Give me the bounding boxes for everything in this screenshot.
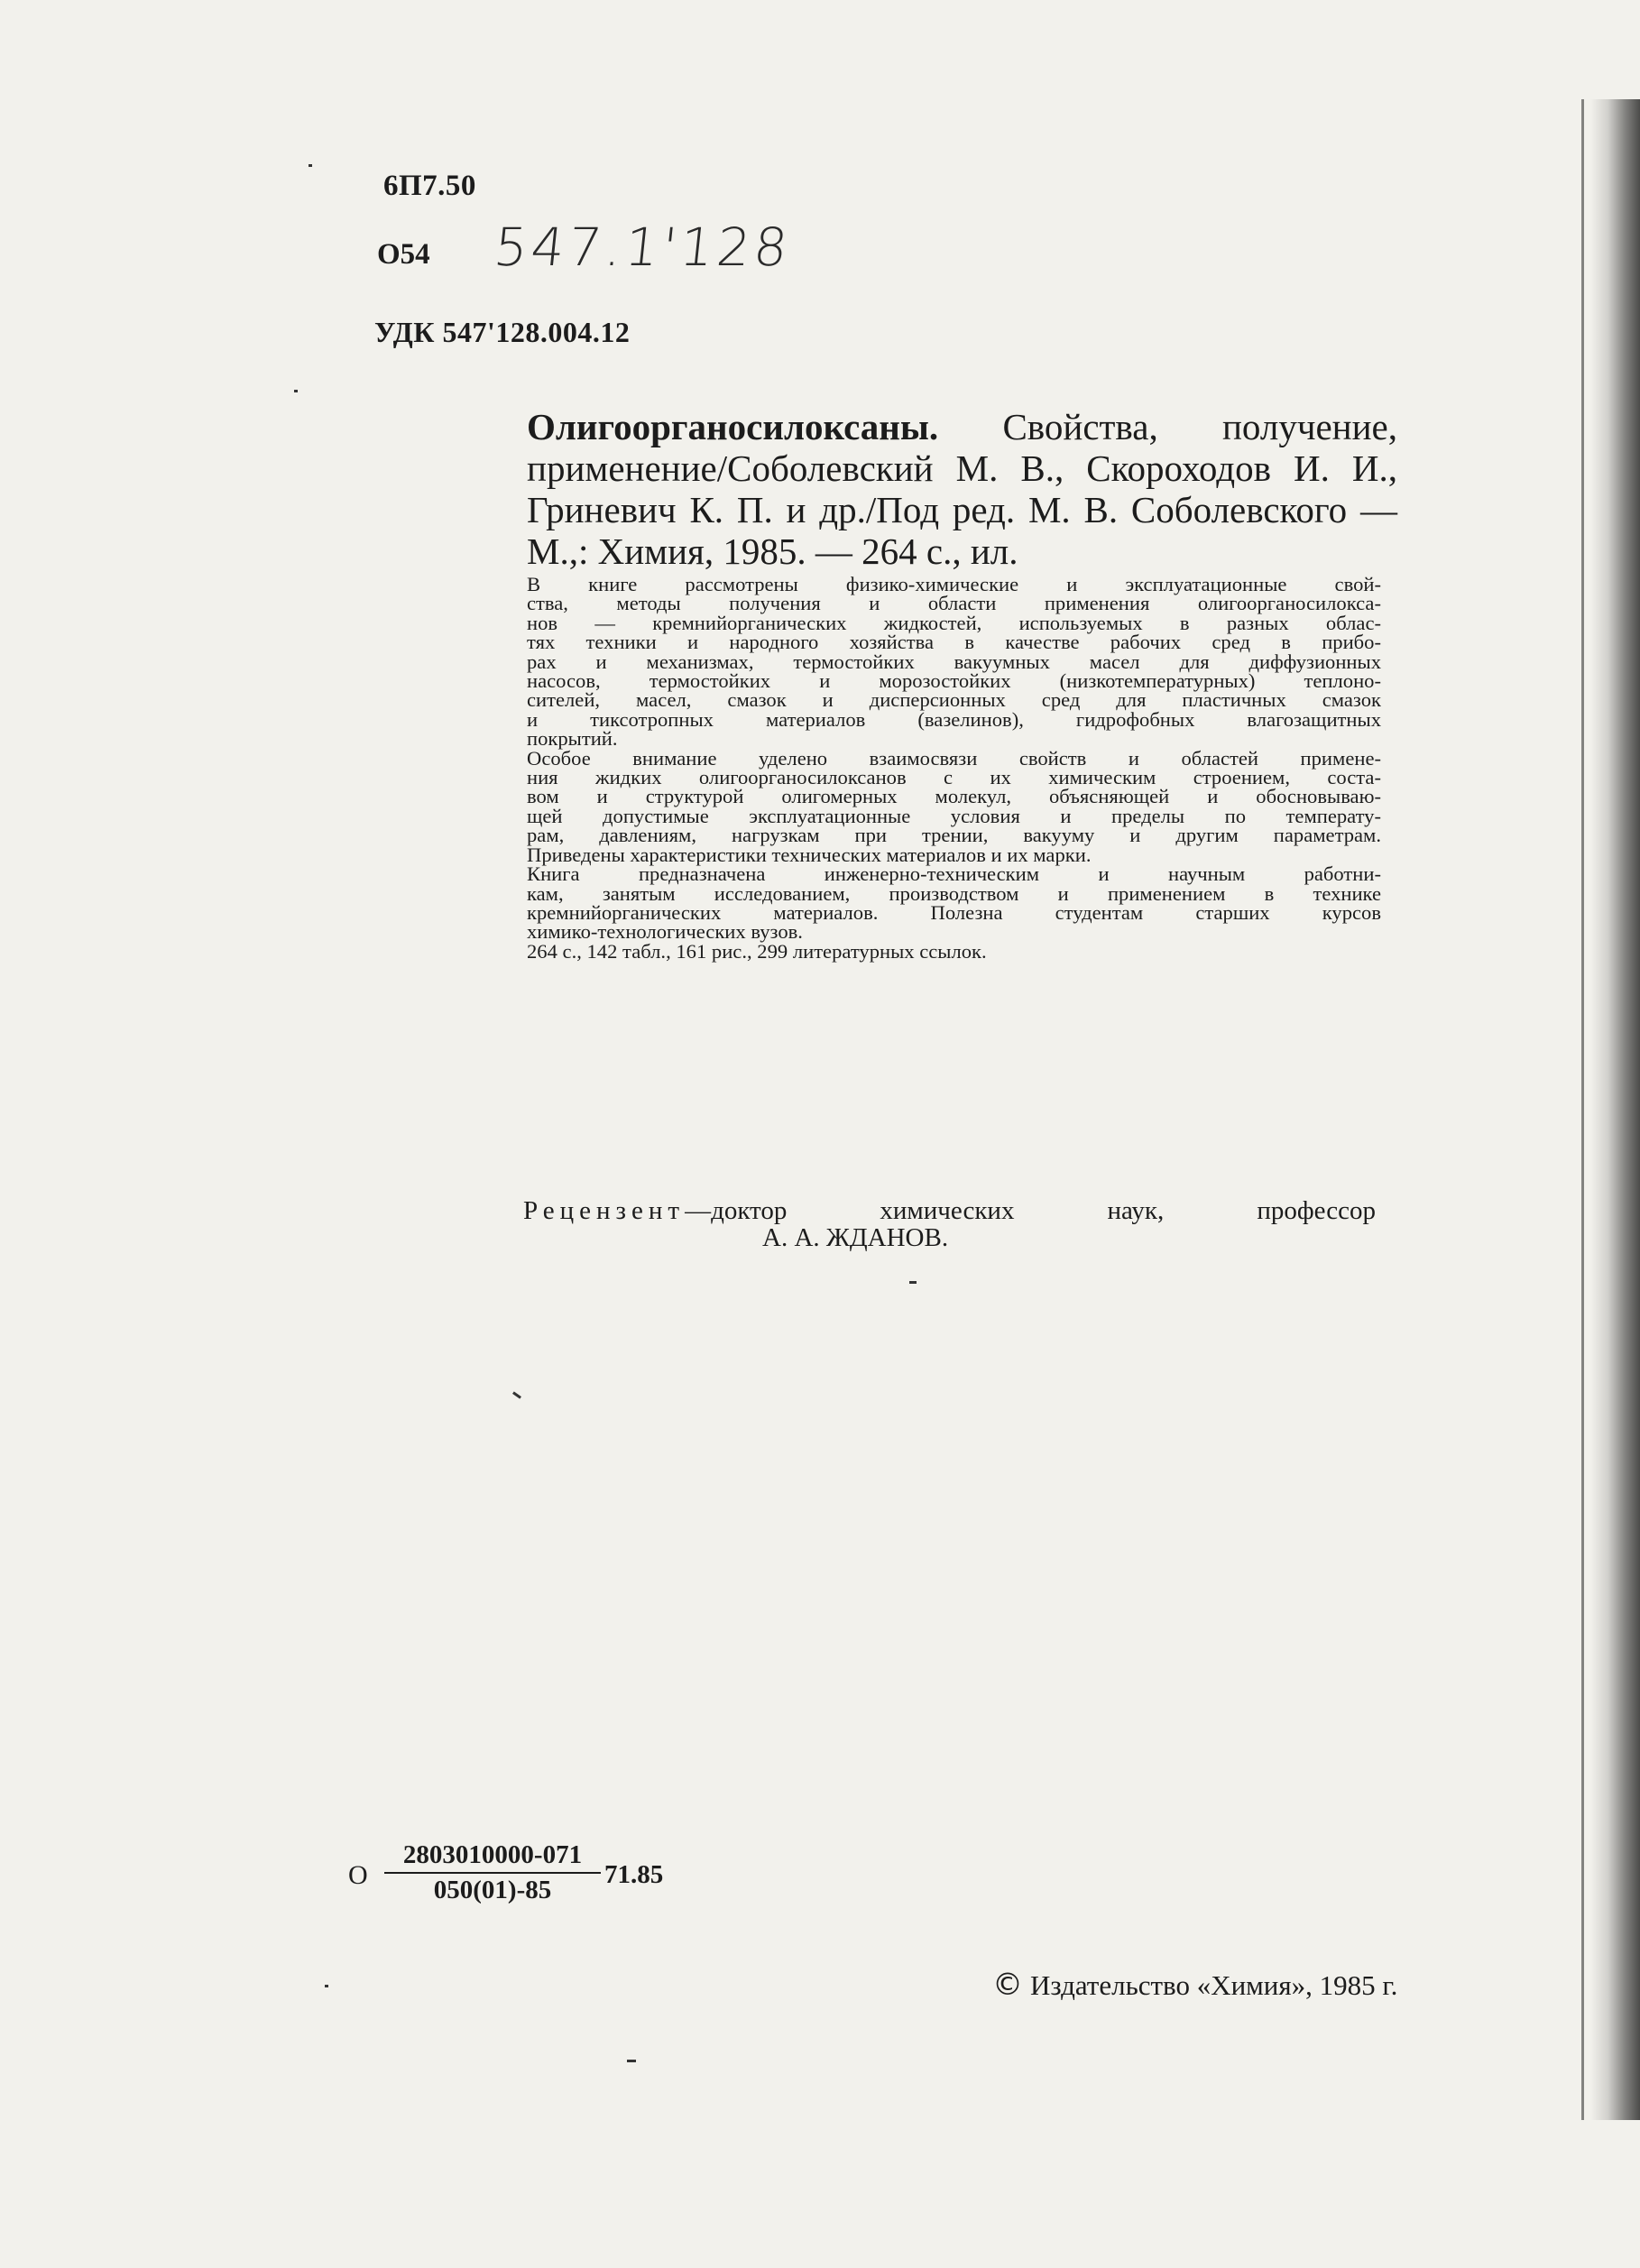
abstract-line: ния жидких олигоорганосилоксанов с их химическим строением, соста- (527, 766, 1381, 789)
reviewer-title-word: наук, (1107, 1196, 1165, 1225)
scan-speck (627, 2060, 636, 2062)
abstract-line: тях техники и народного хозяйства в качестве рабочих сред в прибо- (527, 631, 1381, 654)
code-price: 71.85 (604, 1860, 664, 1889)
abstract-line: Книга предназначена инженерно-техническим и научным работни- (527, 862, 1381, 886)
reviewer-dash: — (685, 1196, 712, 1225)
scan-edge-line (1581, 99, 1584, 2120)
abstract-line: кремнийорганических материалов. Полезна студентам старших курсов (527, 900, 1381, 924)
reviewer-title-word: химических (880, 1196, 1015, 1225)
abstract-line: ства, методы получения и области применения олигоорганосилокса- (527, 592, 1381, 615)
handwritten-note: 547.1'128 (491, 217, 795, 278)
copyright-icon: © (992, 1967, 1023, 2003)
classification-code: О54 (377, 238, 430, 271)
abstract-line: вом и структурой олигомерных молекул, объясняющей и обосновываю- (527, 785, 1381, 808)
scan-speck (909, 1281, 917, 1284)
scan-speck (325, 1985, 328, 1987)
scan-speck (512, 1391, 521, 1398)
bibliographic-record (527, 406, 1397, 572)
abstract-line: кам, занятым исследованием, производством и применением в технике (527, 881, 1381, 905)
abstract-line: химико-технологических вузов. (527, 920, 803, 944)
scan-speck (309, 164, 312, 167)
copyright-line (992, 1967, 1397, 2003)
reviewer-title-word: профессор (1257, 1196, 1376, 1225)
abstract-line: Приведены характеристики технических материалов и их марки. (527, 843, 1092, 866)
reviewer-label-group (523, 1197, 787, 1224)
abstract-line: насосов, термостойких и морозостойких (низкотемпературных) теплоно- (527, 669, 1381, 693)
udc-index: УДК 547'128.004.12 (374, 316, 631, 348)
abstract-line: щей допустимые эксплуатационные условия и пределы по температу- (527, 804, 1381, 827)
abstract-line: Особое внимание уделено взаимосвязи свойств и областей примене- (527, 746, 1381, 770)
abstract-line: сителей, масел, смазок и дисперсионных сред для пластичных смазок (527, 688, 1381, 712)
abstract-line: рам, давлениям, нагрузкам при трении, вакууму и другим параметрам. (527, 824, 1381, 847)
reviewer-label: Рецензент (523, 1196, 686, 1225)
abstract-line: и тиксотропных материалов (вазелинов), гидрофобных влагозащитных (527, 707, 1381, 731)
bbk-index: 6П7.50 (383, 170, 476, 202)
abstract-line: 264 с., 142 табл., 161 рис., 299 литературных ссылок. (527, 939, 987, 963)
code-fraction (384, 1840, 601, 1905)
abstract-line: нов — кремнийорганических жидкостей, используемых в разных облас- (527, 611, 1381, 634)
abstract-line: В книге рассмотрены физико-химические и эксплуатационные свой- (527, 573, 1381, 595)
code-numerator: 2803010000-071 (384, 1840, 601, 1874)
book-title: Олигоорганосилоксаны. (527, 406, 939, 447)
bibliographic-description: Свойства, получение, применение/Соболевский М. В., Скороходов И. И., Гриневич К. П. и др./Под ред. М. В. Соболевского — М.,: Химия, 1985. — 264 с., ил. (527, 406, 1397, 572)
abstract-line: рах и механизмах, термостойких вакуумных масел для диффузионных (527, 650, 1381, 673)
abstract (527, 575, 1381, 961)
reviewer-title-word: доктор (711, 1196, 788, 1225)
abstract-line: покрытий. (527, 727, 618, 751)
copyright-text: Издательство «Химия», 1985 г. (1030, 1969, 1398, 2001)
reviewer-block (523, 1197, 1376, 1251)
code-denominator: 050(01)-85 (433, 1876, 552, 1904)
reviewer-name: А. А. ЖДАНОВ. (762, 1223, 949, 1252)
code-prefix: О (348, 1860, 368, 1890)
scan-edge-shadow (1590, 99, 1640, 2120)
reviewer-line (523, 1197, 1376, 1224)
scan-speck (294, 390, 298, 392)
